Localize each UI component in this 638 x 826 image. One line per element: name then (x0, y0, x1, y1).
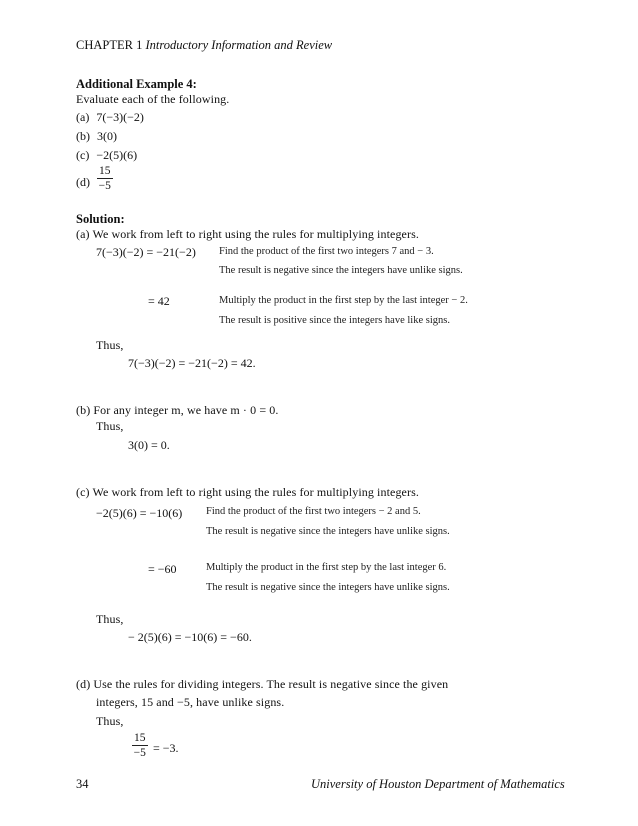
solution-c-step1-note2: The result is negative since the integers have unlike signs. (206, 526, 450, 537)
chapter-title: Introductory Information and Review (145, 38, 333, 52)
solution-a-step2-note2: The result is positive since the integers have like signs. (219, 315, 450, 326)
example-item-a (76, 110, 144, 125)
solution-c-step1-expr: −2(5)(6) = −10(6) (96, 506, 183, 520)
solution-a-step2-expr: = 42 (148, 294, 170, 308)
solution-a-step1-note1: Find the product of the first two integers 7 and − 3. (219, 246, 434, 257)
page-header (76, 38, 332, 53)
item-expr: 3(0) (97, 129, 117, 143)
solution-heading: Solution: (76, 212, 125, 226)
solution-c-thus: Thus, (96, 612, 124, 626)
solution-d-result: = −3. (153, 741, 179, 755)
example-heading: Additional Example 4: (76, 77, 197, 91)
solution-a-step2-note1: Multiply the product in the first step by the last integer − 2. (219, 295, 468, 306)
solution-c-final: − 2(5)(6) = −10(6) = −60. (128, 630, 252, 644)
example-item-c (76, 148, 137, 163)
solution-b-final: 3(0) = 0. (128, 438, 170, 452)
fraction-numerator: 15 (134, 732, 146, 744)
fraction-numerator: 15 (99, 165, 111, 177)
footer-institution (311, 777, 565, 792)
item-expr: −2(5)(6) (96, 148, 138, 162)
solution-a-step1-expr: 7(−3)(−2) = −21(−2) (96, 245, 196, 259)
solution-a-final: 7(−3)(−2) = −21(−2) = 42. (128, 356, 256, 370)
item-label: (c) (76, 148, 90, 162)
solution-a-intro: (a) We work from left to right using the rules for multiplying integers. (76, 227, 419, 241)
item-label: (b) (76, 129, 90, 143)
institution-name: University of Houston Department of Mathematics (311, 777, 565, 791)
fraction-denominator: −5 (133, 747, 146, 759)
solution-d-intro2: integers, 15 and −5, have unlike signs. (96, 695, 285, 709)
example-item-d-fraction (97, 165, 113, 192)
solution-d-thus: Thus, (96, 714, 124, 728)
solution-b-intro: (b) For any integer m, we have m · 0 = 0. (76, 403, 279, 417)
chapter-label: CHAPTER 1 (76, 38, 143, 52)
page-number: 34 (76, 777, 89, 791)
solution-b-thus: Thus, (96, 419, 124, 433)
solution-c-step2-note1: Multiply the product in the first step by the last integer 6. (206, 562, 447, 573)
item-label: (a) (76, 110, 90, 124)
solution-c-step2-note2: The result is negative since the integers have unlike signs. (206, 582, 450, 593)
solution-d-intro: (d) Use the rules for dividing integers. The result is negative since the given (76, 677, 449, 691)
solution-d-fraction (132, 732, 148, 759)
item-expr: 7(−3)(−2) (96, 110, 144, 124)
example-item-d-label: (d) (76, 175, 90, 189)
solution-a-step1-note2: The result is negative since the integers have unlike signs. (219, 265, 463, 276)
solution-c-step1-note1: Find the product of the first two integers − 2 and 5. (206, 506, 421, 517)
solution-c-step2-expr: = −60 (148, 562, 177, 576)
fraction-denominator: −5 (98, 180, 111, 192)
example-item-b (76, 129, 117, 144)
example-instruction: Evaluate each of the following. (76, 92, 230, 106)
solution-a-thus: Thus, (96, 338, 124, 352)
solution-c-intro: (c) We work from left to right using the rules for multiplying integers. (76, 485, 419, 499)
